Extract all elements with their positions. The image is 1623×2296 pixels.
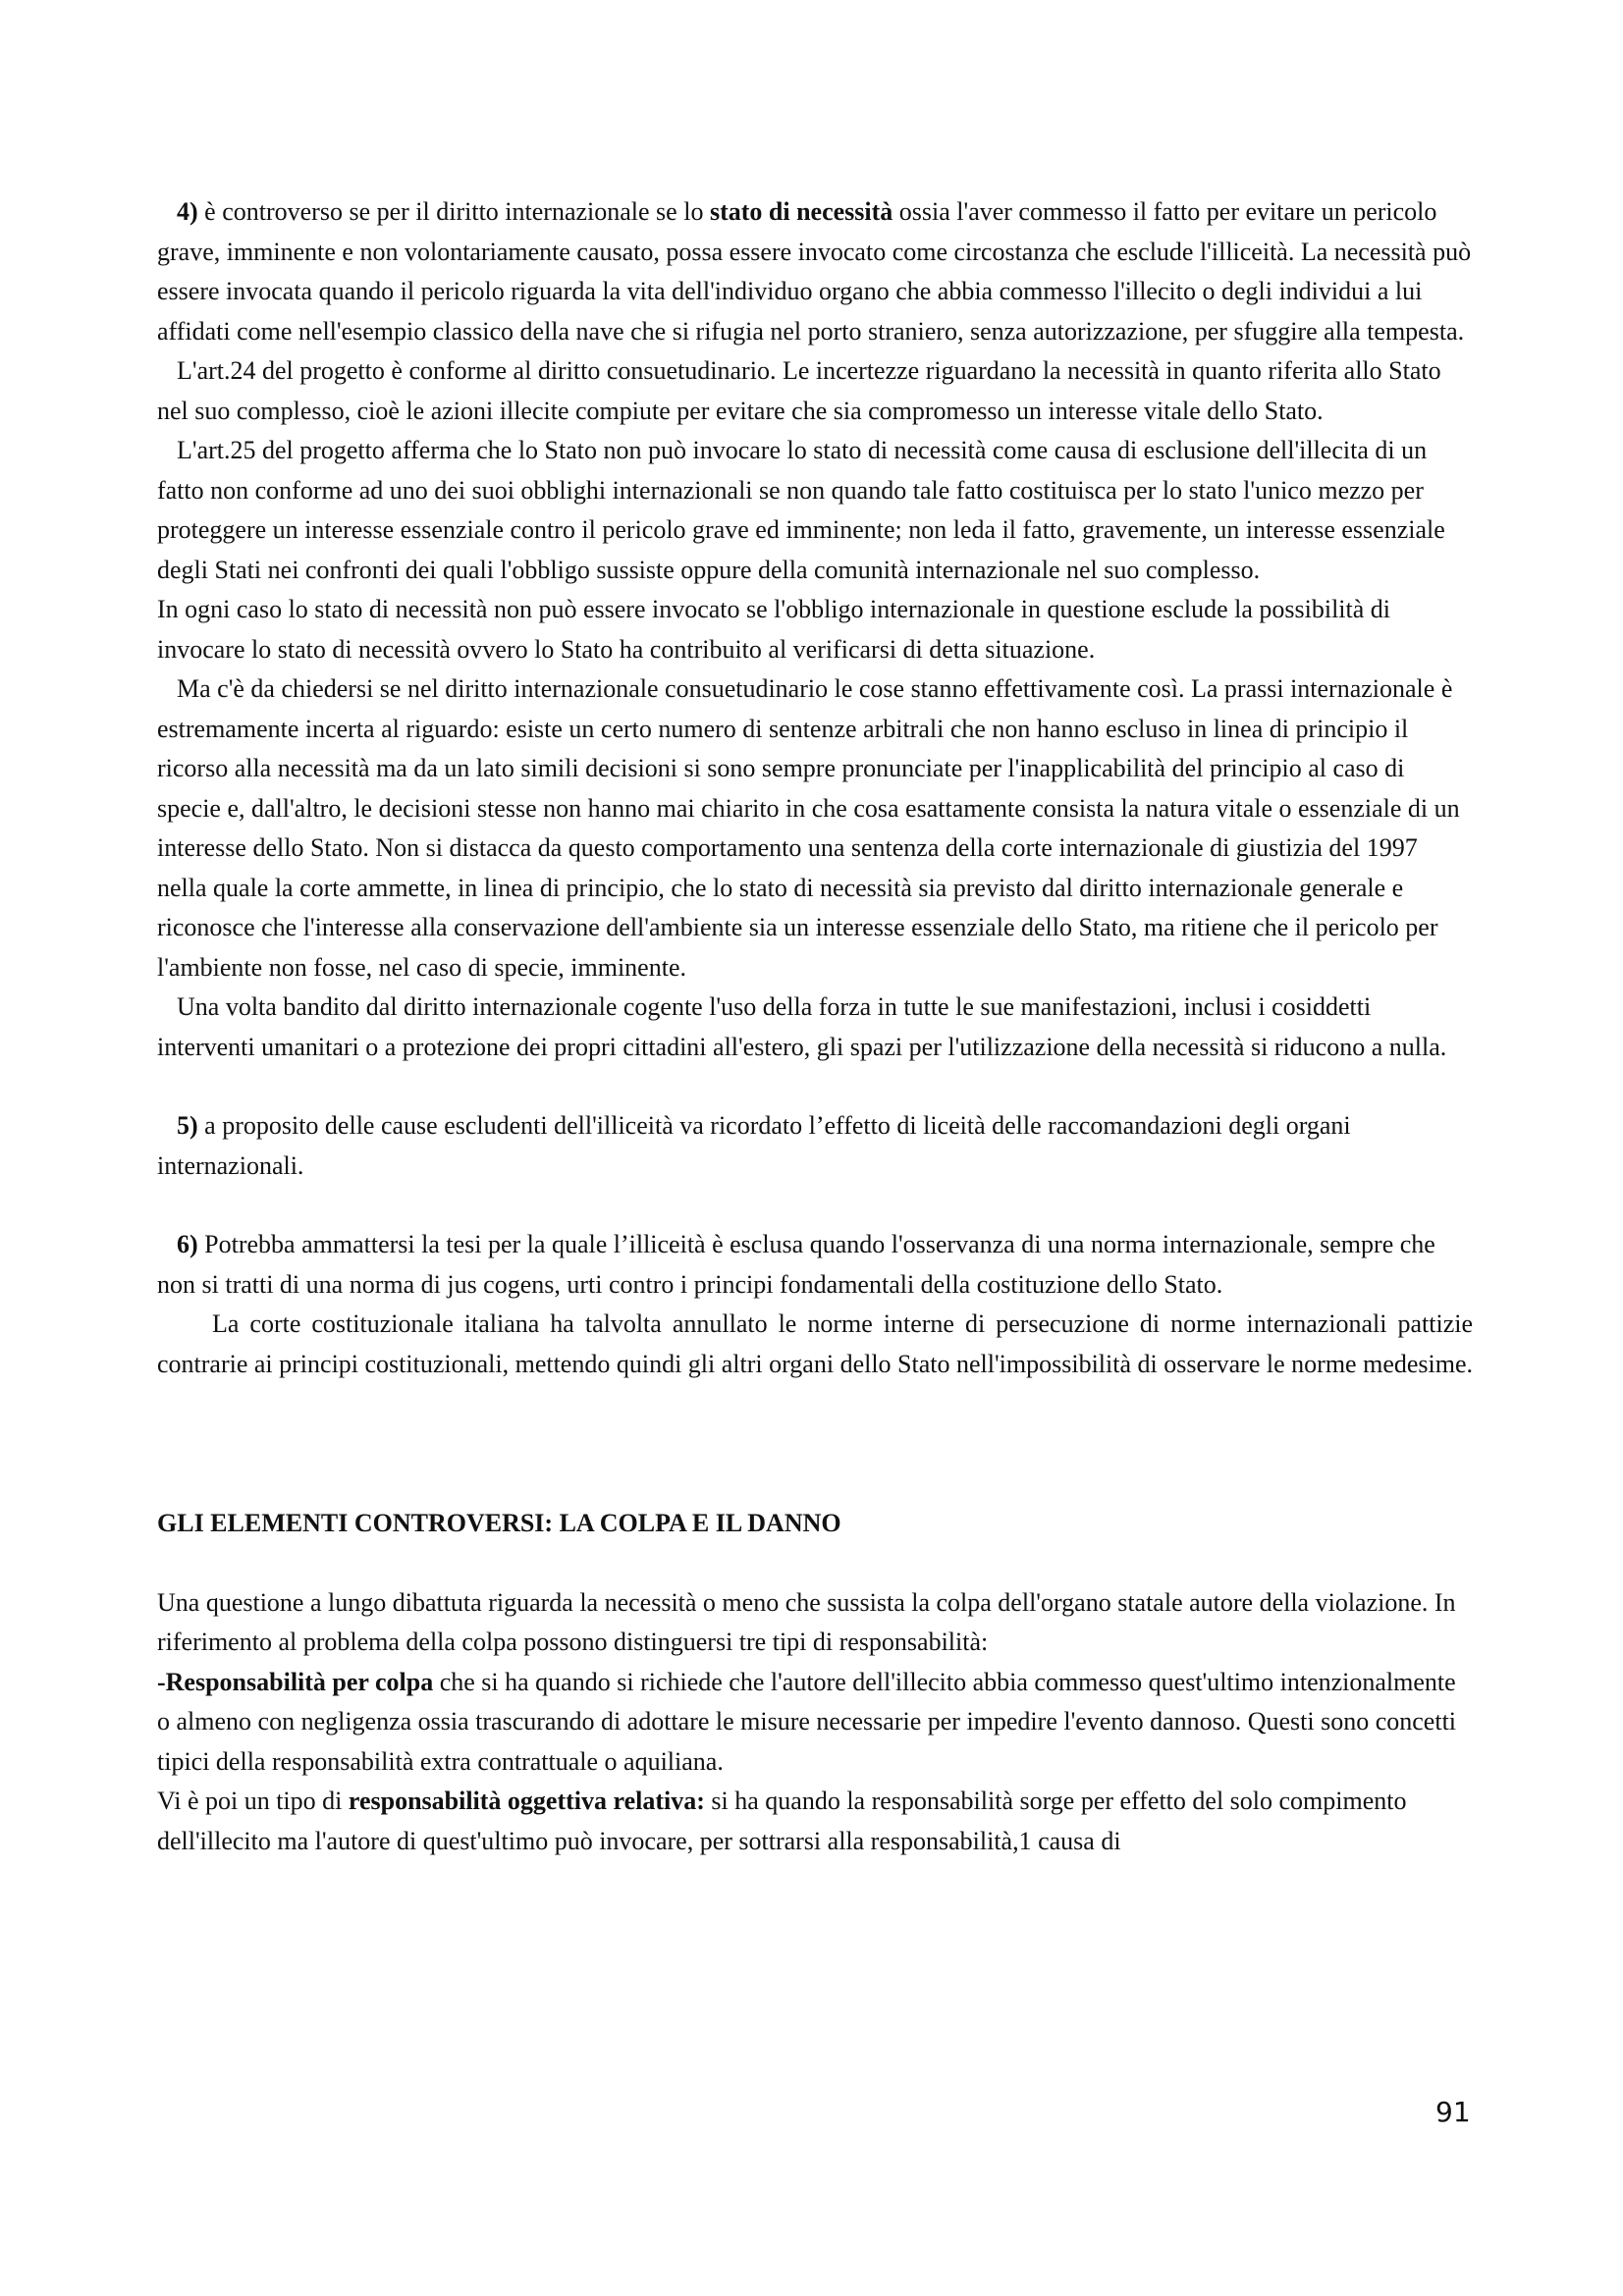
- text-run: che si ha quando si richiede che l'autore dell'illecito abbia commesso quest'ultimo intenzionalmente o almeno con negligenza ossia trascurando di adottare le misure necessarie per impedire l'evento dannoso. Questi sono concetti tipici della responsabilità extra contrattuale o aquiliana.: [157, 1667, 1457, 1776]
- paragraph-art25: L'art.25 del progetto afferma che lo Stato non può invocare lo stato di necessità come causa di esclusione dell'illecita di un fatto non conforme ad uno dei suoi obblighi internazionali se non quando tale fatto costituisca per lo stato l'unico mezzo per proteggere un interesse essenziale contro il pericolo grave ed imminente; non leda il fatto, gravemente, un interesse essenziale degli Stati nei confronti dei quali l'obbligo sussiste oppure della comunità internazionale nel suo complesso.: [157, 436, 1445, 584]
- paragraph-5: [157, 1106, 1473, 1186]
- paragraph-4: [157, 192, 1473, 351]
- section-heading: GLI ELEMENTI CONTROVERSI: LA COLPA E IL DANNO: [157, 1509, 841, 1537]
- paragraph-prassi: Ma c'è da chiedersi se nel diritto internazionale consuetudinario le cose stanno effettivamente così. La prassi internazionale è estremamente incerta al riguardo: esiste un certo numero di sentenze arbitrali che non hanno escluso in linea di principio il ricorso alla necessità ma da un lato simili decisioni si sono sempre pronunciate per l'inapplicabilità del principio al caso di specie e, dall'altro, le decisioni stesse non hanno mai chiarito in che cosa esattamente consista la natura vitale o essenziale di un interesse dello Stato. Non si distacca da questo comportamento una sentenza della corte internazionale di giustizia del 1997 nella quale la corte ammette, in linea di principio, che lo stato di necessità sia previsto dal diritto internazionale generale e riconosce che l'interesse alla conservazione dell'ambiente sia un interesse essenziale dello Stato, ma ritiene che il pericolo per l'ambiente non fosse, nel caso di specie, imminente.: [157, 674, 1460, 982]
- paragraph-corte-costituzionale: La corte costituzionale italiana ha talvolta annullato le norme interne di persecuzione di norme internazionali pattizie contrarie ai principi costituzionali, mettendo quindi gli altri organi dello Stato nell'impossibilità di osservare le norme medesime.: [157, 1309, 1474, 1378]
- paragraph-forza: Una volta bandito dal diritto internazionale cogente l'uso della forza in tutte le sue manifestazioni, inclusi i cosiddetti interventi umanitari o a protezione dei propri cittadini all'estero, gli spazi per l'utilizzazione della necessità si riducono a nulla.: [157, 992, 1447, 1061]
- item-number: 5): [177, 1111, 198, 1140]
- bold-term: -Responsabilità per colpa: [157, 1667, 434, 1696]
- bold-term: responsabilità oggettiva relativa:: [348, 1787, 705, 1815]
- paragraph-responsabilita-oggettiva: [157, 1782, 1473, 1861]
- text-run: è controverso se per il diritto internazionale se lo: [197, 197, 710, 226]
- text-run: Vi è poi un tipo di: [157, 1787, 349, 1815]
- paragraph-6: [157, 1225, 1473, 1305]
- paragraph-responsabilita-colpa: [157, 1663, 1473, 1783]
- text-run: ossia l'aver commesso il fatto per evitare un pericolo grave, imminente e non volontariamente causato, possa essere invocato come circostanza che esclude l'illiceità. La necessità può essere invocata quando il pericolo riguarda la vita dell'individuo organo che abbia commesso l'illecito o degli individui a lui affidati come nell'esempio classico della nave che si rifugia nel porto straniero, senza autorizzazione, per sfuggire alla tempesta.: [157, 197, 1472, 346]
- paragraph-in-ogni-caso: In ogni caso lo stato di necessità non può essere invocato se l'obbligo internazionale in questione esclude la possibilità di invocare lo stato di necessità ovvero lo Stato ha contribuito al verificarsi di detta situazione.: [157, 595, 1390, 664]
- bold-term: stato di necessità: [709, 197, 893, 226]
- text-run: si ha quando la responsabilità sorge per effetto del solo compimento dell'illecito ma l'autore di quest'ultimo può invocare, per sottrarsi alla responsabilità,1 causa di: [157, 1787, 1407, 1855]
- paragraph-art24: L'art.24 del progetto è conforme al diritto consuetudinario. Le incertezze riguardano la necessità in quanto riferita allo Stato nel suo complesso, cioè le azioni illecite compiute per evitare che sia compromesso un interesse vitale dello Stato.: [157, 356, 1441, 425]
- page-number: 91: [1435, 2096, 1471, 2128]
- page-body: [157, 192, 1473, 1861]
- text-run: a proposito delle cause escludenti dell'illiceità va ricordato l’effetto di liceità delle raccomandazioni degli organi internazionali.: [157, 1111, 1351, 1180]
- item-number: 6): [177, 1230, 198, 1258]
- item-number: 4): [177, 197, 198, 226]
- text-run: Potrebba ammattersi la tesi per la quale l’illiceità è esclusa quando l'osservanza di una norma internazionale, sempre che non si tratti di una norma di jus cogens, urti contro i principi fondamentali della costituzione dello Stato.: [157, 1230, 1435, 1299]
- paragraph-questione: Una questione a lungo dibattuta riguarda la necessità o meno che sussista la colpa dell'organo statale autore della violazione. In riferimento al problema della colpa possono distinguersi tre tipi di responsabilità:: [157, 1587, 1456, 1656]
